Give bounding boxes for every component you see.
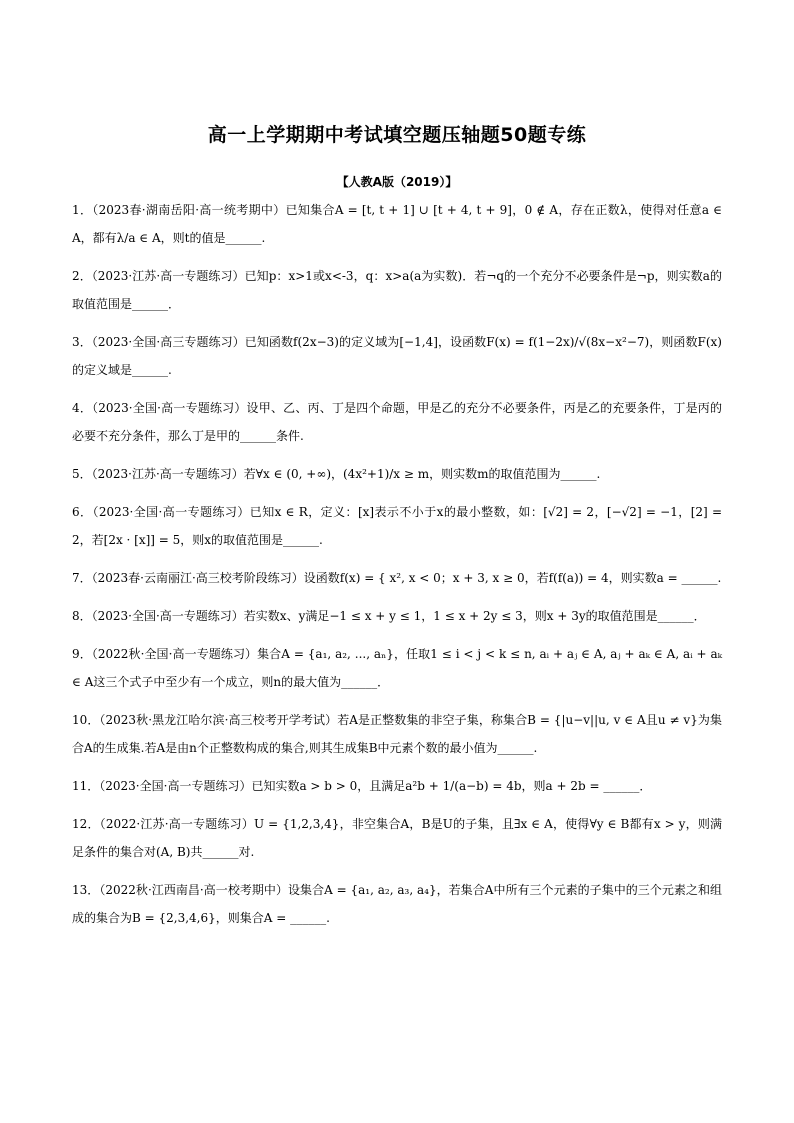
question-item: 10．（2023秋·黑龙江哈尔滨·高三校考开学考试）若A是正整数集的非空子集，称集合B = {|u−v||u, v ∈ A且u ≠ v}为集合A的生成集.若A是由n个正整数构成的集合,则其生成集B中元素个数的最小值为______. bbox=[72, 713, 722, 755]
question-item: 11．（2023·全国·高一专题练习）已知实数a > b > 0，且满足a²b + 1/(a−b) = 4b，则a + 2b = ______． bbox=[72, 779, 652, 793]
question-item: 3．（2023·全国·高三专题练习）已知函数f(2x−3)的定义域为[−1,4]，设函数F(x) = f(1−2x)/√(8x−x²−7)，则函数F(x)的定义域是______. bbox=[72, 335, 722, 377]
question-item: 6．（2023·全国·高一专题练习）已知x ∈ R，定义：[x]表示不小于x的最小整数，如：[√2] = 2，[−√2] = −1，[2] = 2，若[2x · [x]] = 5，则x的取值范围是______. bbox=[72, 505, 722, 547]
question-list bbox=[72, 196, 722, 942]
question-item: 4．（2023·全国·高一专题练习）设甲、乙、丙、丁是四个命题，甲是乙的充分不必要条件，丙是乙的充要条件，丁是丙的必要不充分条件，那么丁是甲的______条件. bbox=[72, 401, 722, 443]
question-item: 13．（2022秋·江西南昌·高一校考期中）设集合A = {a₁, a₂, a₃, a₄}，若集合A中所有三个元素的子集中的三个元素之和组成的集合为B = {2,3,4,6}，则集合A = ______. bbox=[72, 883, 722, 925]
question-item: 9．（2022秋·全国·高一专题练习）集合A = {a₁, a₂, ..., aₙ}，任取1 ≤ i < j < k ≤ n, aᵢ + aⱼ ∈ A, aⱼ + aₖ ∈ A, aᵢ + aₖ ∈ A这三个式子中至少有一个成立，则n的最大值为______． bbox=[72, 647, 722, 689]
question-item: 7．（2023春·云南丽江·高三校考阶段练习）设函数f(x) = { x², x < 0；x + 3, x ≥ 0，若f(f(a)) = 4，则实数a = ______. bbox=[72, 571, 722, 585]
question-item: 1．（2023春·湖南岳阳·高一统考期中）已知集合A = [t, t + 1] ∪ [t + 4, t + 9]，0 ∉ A，存在正数λ，使得对任意a ∈ A，都有λ/a ∈ A，则t的值是______. bbox=[72, 203, 722, 245]
question-item: 8．（2023·全国·高一专题练习）若实数x、y满足−1 ≤ x + y ≤ 1，1 ≤ x + 2y ≤ 3，则x + 3y的取值范围是______． bbox=[72, 609, 706, 623]
page-subtitle: 【人教A版（2019）】 bbox=[336, 175, 458, 189]
question-item: 5．（2023·江苏·高一专题练习）若∀x ∈ (0, +∞)，(4x²+1)/x ≥ m，则实数m的取值范围为______. bbox=[72, 467, 601, 481]
question-item: 12．（2022·江苏·高一专题练习）U = {1,2,3,4}，非空集合A，B是U的子集，且∃x ∈ A，使得∀y ∈ B都有x > y，则满足条件的集合对(A, B)共______对. bbox=[72, 817, 722, 859]
page-title: 高一上学期期中考试填空题压轴题50题专练 bbox=[207, 124, 587, 146]
question-item: 2．（2023·江苏·高一专题练习）已知p：x>1或x<-3，q：x>a(a为实数)．若¬q的一个充分不必要条件是¬p，则实数a的取值范围是______． bbox=[72, 269, 722, 311]
